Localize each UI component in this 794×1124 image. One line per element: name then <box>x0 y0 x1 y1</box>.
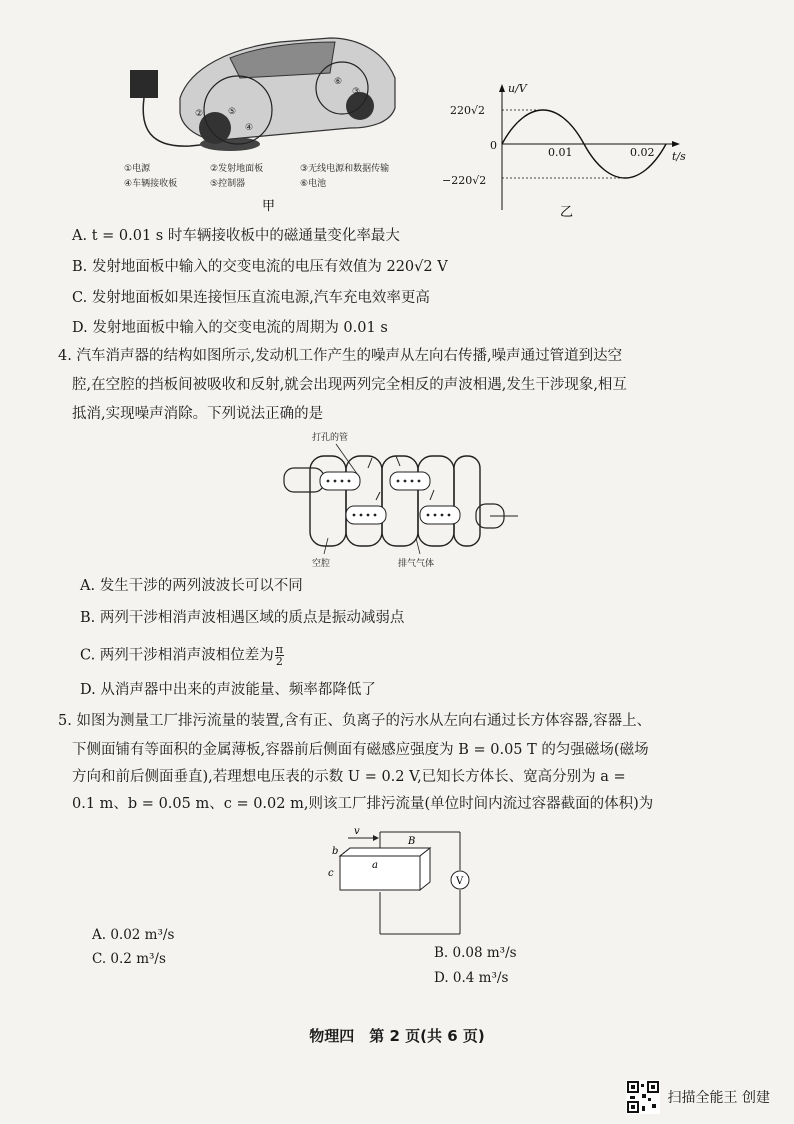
svg-text:④: ④ <box>245 123 254 133</box>
cuboid-container <box>340 848 430 890</box>
q4-stem-3: 抵消,实现噪声消除。下列说法正确的是 <box>72 406 324 422</box>
car-wheel-front <box>199 112 231 144</box>
voltmeter-label: V <box>456 876 464 887</box>
q4-option-c-text: C. 两列干涉相消声波相位差为 <box>80 647 274 664</box>
fraction-pi-over-2 <box>275 644 284 667</box>
y-max-label: 220√2 <box>450 104 486 117</box>
figure-muffler <box>280 428 520 573</box>
q3-option-c: C. 发射地面板如果连接恒压直流电源,汽车充电效率更高 <box>72 290 430 306</box>
label-perforated-pipe: 打孔的管 <box>312 433 349 443</box>
svg-text:③: ③ <box>352 87 361 97</box>
legend-2: ②发射地面板 <box>210 164 264 174</box>
label-exhaust-gas: 排气气体 <box>398 559 435 569</box>
label-cavity: 空腔 <box>312 559 331 569</box>
q4-stem-1: 4. 汽车消声器的结构如图所示,发动机工作产生的噪声从左向右传播,噪声通过管道到达空 <box>58 348 623 364</box>
q5-option-d: D. 0.4 m³/s <box>434 970 509 986</box>
x-tick-label-1: 0.01 <box>548 146 573 159</box>
q5-option-b: B. 0.08 m³/s <box>434 945 517 961</box>
label-v: v <box>354 826 360 837</box>
legend-3: ③无线电源和数据传输 <box>300 164 390 174</box>
perforated-tubes <box>320 472 460 524</box>
label-c: c <box>328 868 334 879</box>
q5-option-c: C. 0.2 m³/s <box>92 951 166 967</box>
car-windshield <box>230 42 335 78</box>
x-tick-label-2: 0.02 <box>630 146 655 159</box>
q5-stem-1: 5. 如图为测量工厂排污流量的装置,含有正、负离子的污水从左向右通过长方体容器,容器上、 <box>58 713 652 729</box>
qr-code-icon <box>626 1080 660 1114</box>
q5-stem-3: 方向和前后侧面垂直),若理想电压表的示数 U = 0.2 V,已知长方体长、宽高分别为 a = <box>72 769 626 785</box>
figure-caption-yi: 乙 <box>560 205 574 220</box>
figure-flowmeter <box>320 822 480 942</box>
legend-4: ④车辆接收板 <box>124 179 178 189</box>
cavity-chambers <box>310 456 480 546</box>
y-axis-arrow <box>499 84 505 92</box>
inlet-pipe <box>284 468 324 492</box>
y-min-label: −220√2 <box>442 174 487 187</box>
x-axis-label: t/s <box>672 150 686 163</box>
q5-option-a: A. 0.02 m³/s <box>92 927 175 943</box>
svg-text:②: ② <box>195 109 204 119</box>
q3-option-a: A. t = 0.01 s 时车辆接收板中的磁通量变化率最大 <box>72 228 400 244</box>
power-supply-box <box>130 70 158 98</box>
q5-stem-4: 0.1 m、b = 0.05 m、c = 0.02 m,则该工厂排污流量(单位时间内流过容器截面的体积)为 <box>72 796 654 812</box>
label-b: b <box>332 846 339 857</box>
svg-text:⑥: ⑥ <box>334 77 343 87</box>
label-B: B <box>408 836 416 847</box>
origin-label: 0 <box>490 139 497 152</box>
figure-sine-wave <box>440 80 700 220</box>
figure-caption-jia: 甲 <box>262 199 276 214</box>
fraction-denominator: 2 <box>275 655 283 668</box>
q4-option-a: A. 发生干涉的两列波波长可以不同 <box>80 578 303 594</box>
q4-option-c <box>80 644 284 667</box>
q4-option-b: B. 两列干涉相消声波相遇区域的质点是振动减弱点 <box>80 610 405 626</box>
label-a: a <box>372 860 378 871</box>
watermark-text: 扫描全能王 创建 <box>667 1090 770 1106</box>
q4-option-d: D. 从消声器中出来的声波能量、频率都降低了 <box>80 682 376 698</box>
figure-car-charging <box>120 28 420 218</box>
q3-option-d: D. 发射地面板中输入的交变电流的周期为 0.01 s <box>72 320 388 336</box>
q3-option-b: B. 发射地面板中输入的交变电流的电压有效值为 220√2 V <box>72 259 448 275</box>
velocity-arrowhead <box>373 835 379 841</box>
scanner-watermark <box>626 1080 770 1114</box>
svg-text:⑤: ⑤ <box>228 107 237 117</box>
y-axis-label: u/V <box>508 82 527 95</box>
legend-1: ①电源 <box>124 164 151 174</box>
pointer-exhaust <box>416 538 420 554</box>
q5-stem-2: 下侧面铺有等面积的金属薄板,容器前后侧面有磁感应强度为 B = 0.05 T 的匀强磁场(磁场 <box>72 742 649 758</box>
legend-5: ⑤控制器 <box>210 179 246 189</box>
fraction-numerator: π <box>275 643 284 656</box>
x-axis-arrow <box>672 141 680 147</box>
legend-6: ⑥电池 <box>300 179 327 189</box>
q4-stem-2: 腔,在空腔的挡板间被吸收和反射,就会出现两列完全相反的声波相遇,发生干涉现象,相互 <box>72 377 627 393</box>
page-footer: 物理四 第 2 页(共 6 页) <box>309 1027 485 1045</box>
